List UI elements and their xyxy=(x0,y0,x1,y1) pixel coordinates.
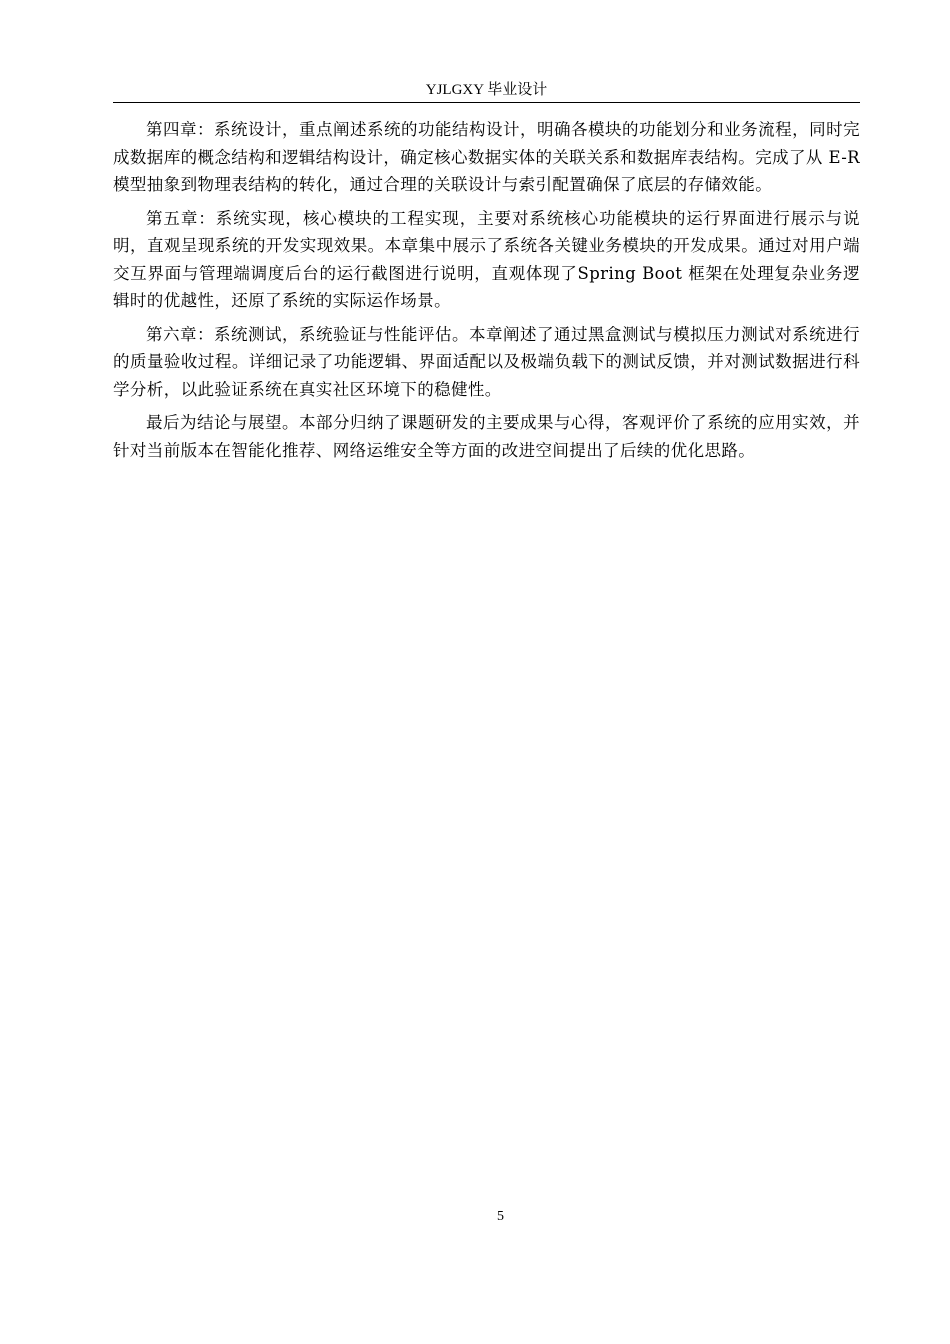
paragraph-chapter-5: 第五章：系统实现，核心模块的工程实现，主要对系统核心功能模块的运行界面进行展示与说明，直观呈现系统的开发实现效果。本章集中展示了系统各关键业务模块的开发成果。通过对用户端交互界面与管理端调度后台的运行截图进行说明，直观体现了Spring Boot 框架在处理复杂业务逻辑时的优越性，还原了系统的实际运作场景。 xyxy=(113,208,860,310)
header-divider xyxy=(113,102,860,103)
paragraph-chapter-4: 第四章：系统设计，重点阐述系统的功能结构设计，明确各模块的功能划分和业务流程，同时完成数据库的概念结构和逻辑结构设计，确定核心数据实体的关联关系和数据库表结构。完成了从 E-R 模型抽象到物理表结构的转化，通过合理的关联设计与索引配置确保了底层的存储效能。 xyxy=(113,120,860,194)
page-header: YJLGXY 毕业设计 xyxy=(425,82,548,98)
page-number: 5 xyxy=(497,1209,504,1224)
body-text xyxy=(113,116,860,470)
paragraph-conclusion: 最后为结论与展望。本部分归纳了课题研发的主要成果与心得，客观评价了系统的应用实效，并针对当前版本在智能化推荐、网络运维安全等方面的改进空间提出了后续的优化思路。 xyxy=(113,413,860,460)
paragraph-chapter-6: 第六章：系统测试，系统验证与性能评估。本章阐述了通过黑盒测试与模拟压力测试对系统进行的质量验收过程。详细记录了功能逻辑、界面适配以及极端负载下的测试反馈，并对测试数据进行科学分析，以此验证系统在真实社区环境下的稳健性。 xyxy=(113,324,860,399)
